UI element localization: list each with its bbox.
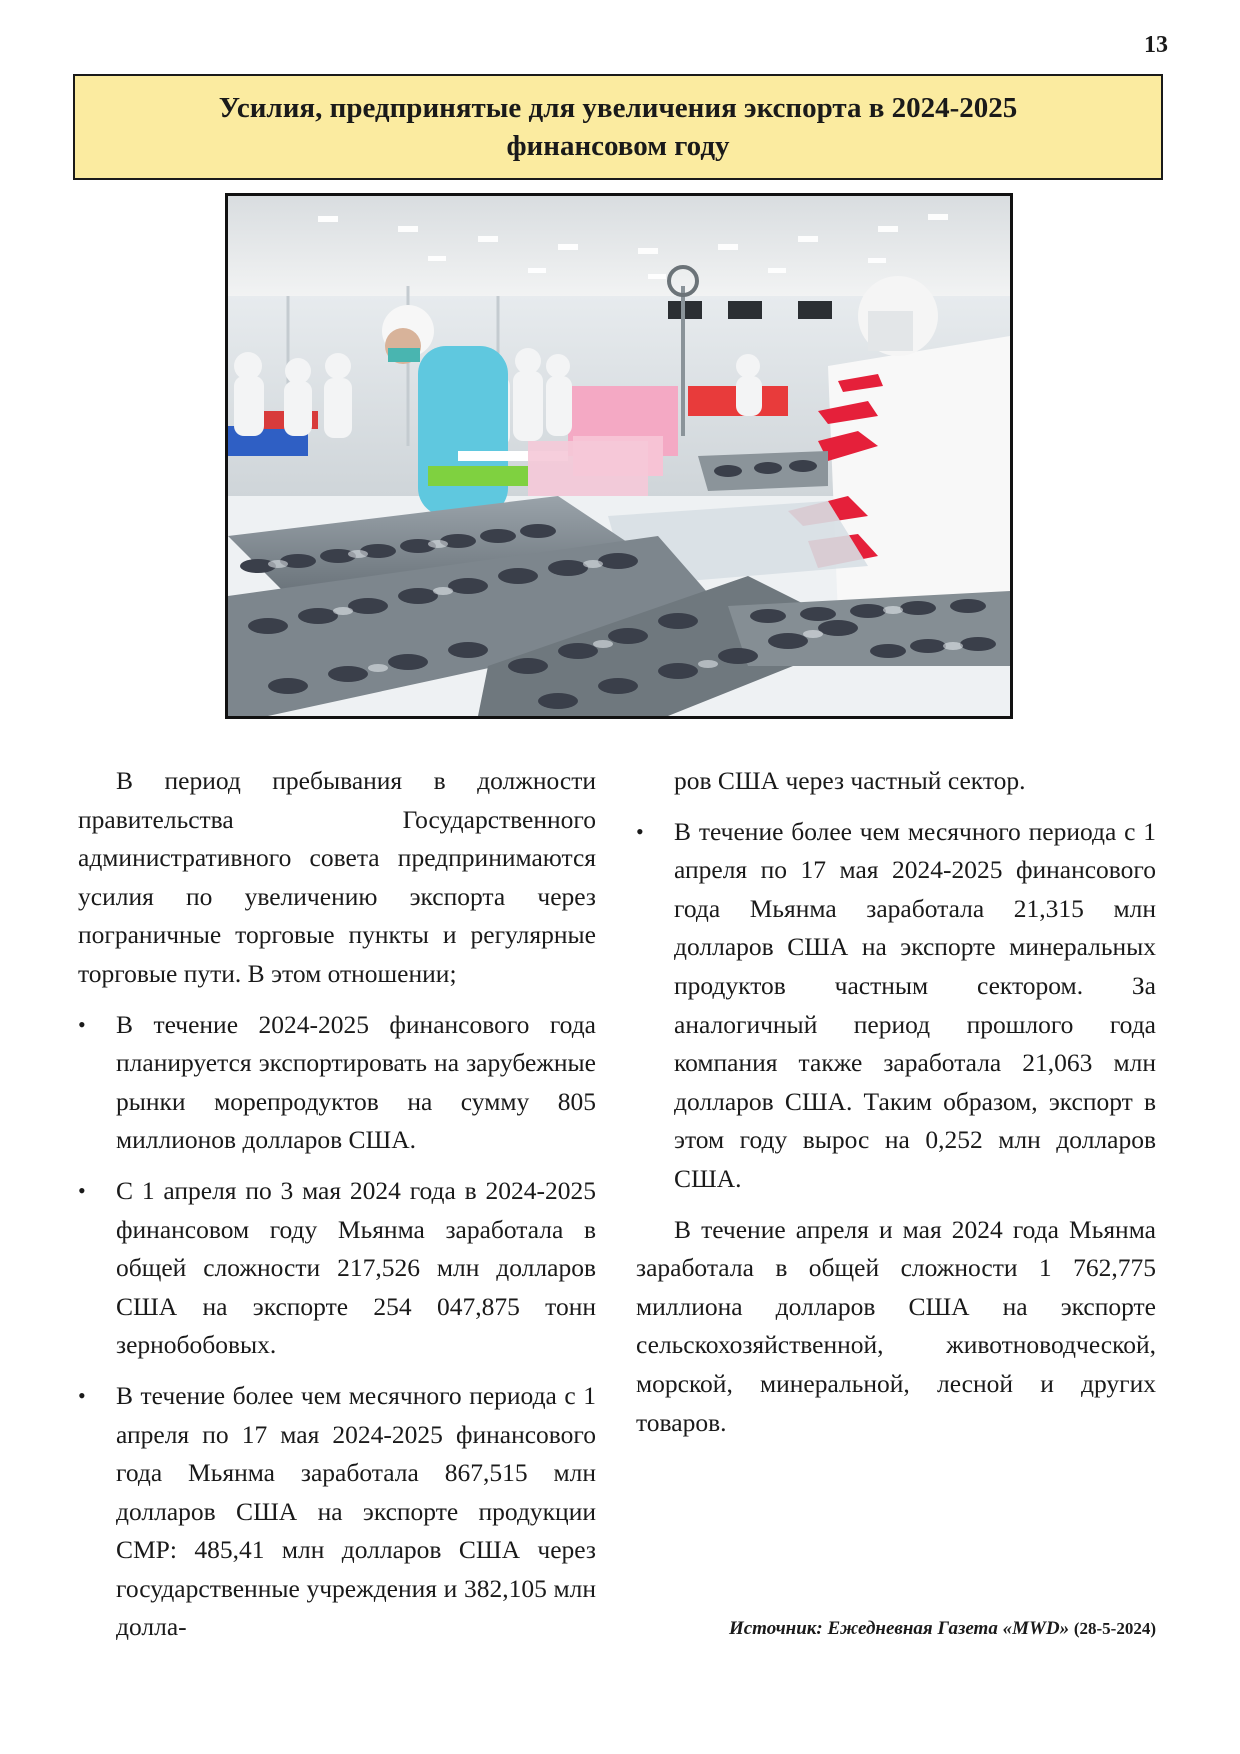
bullet-item: • В течение 2024-2025 финансового года планируется экспортировать на зарубежные рынки морепродуктов на сумму 805 миллионов долларов США. bbox=[78, 1006, 596, 1160]
page-title: Усилия, предпринятые для увеличения экспорта в 2024-2025 финансовом году bbox=[218, 92, 1018, 162]
left-column bbox=[78, 762, 596, 1647]
left-bullet-list bbox=[78, 1006, 596, 1648]
right-bullet-list bbox=[636, 813, 1156, 1199]
factory-photo bbox=[225, 193, 1013, 719]
source-label: Источник: Ежедневная Газета «MWD» bbox=[728, 1618, 1070, 1639]
closing-paragraph: В течение апреля и мая 2024 года Мьянма заработала в общей сложности 1 762,775 миллиона долларов США на экспорте сельскохозяйственной, животноводческой, морской, минеральной, лесной и других товаров. bbox=[636, 1214, 1156, 1437]
source-citation bbox=[636, 1618, 1156, 1640]
right-column bbox=[636, 762, 1156, 1442]
source-date: (28-5-2024) bbox=[1073, 1619, 1156, 1638]
page-number: 13 bbox=[1144, 32, 1168, 58]
intro-paragraph: В период пребывания в должности правительства Государственного административного совета предпринимаются усилия по увеличению экспорта через пограничные торговые пункты и регулярные торговые пути. В этом отношении; bbox=[78, 766, 596, 988]
bullet-item: • В течение более чем месячного периода с 1 апреля по 17 мая 2024-2025 финансового года Мьянма заработала 21,315 млн долларов США на экспорте минеральных продуктов частным сектором. За аналогичный период прошлого года компания также заработала 21,063 млн долларов США. Таким образом, экспорт в этом году вырос на 0,252 млн долларов США. bbox=[636, 813, 1156, 1199]
continued-text: ров США через частный сектор. bbox=[674, 766, 1026, 795]
bullet-item: • В течение более чем месячного периода с 1 апреля по 17 мая 2024-2025 финансового года Мьянма заработала 867,515 млн долларов США на экспорте продукции CMP: 485,41 млн долларов США через государственные учреждения и 382,105 млн долла- bbox=[78, 1377, 596, 1647]
title-banner bbox=[73, 74, 1163, 180]
factory-illustration bbox=[228, 196, 1010, 716]
bullet-item: • С 1 апреля по 3 мая 2024 года в 2024-2025 финансовом году Мьянма заработала в общей сложности 217,526 млн долларов США на экспорте 254 047,875 тонн зернобобовых. bbox=[78, 1172, 596, 1365]
